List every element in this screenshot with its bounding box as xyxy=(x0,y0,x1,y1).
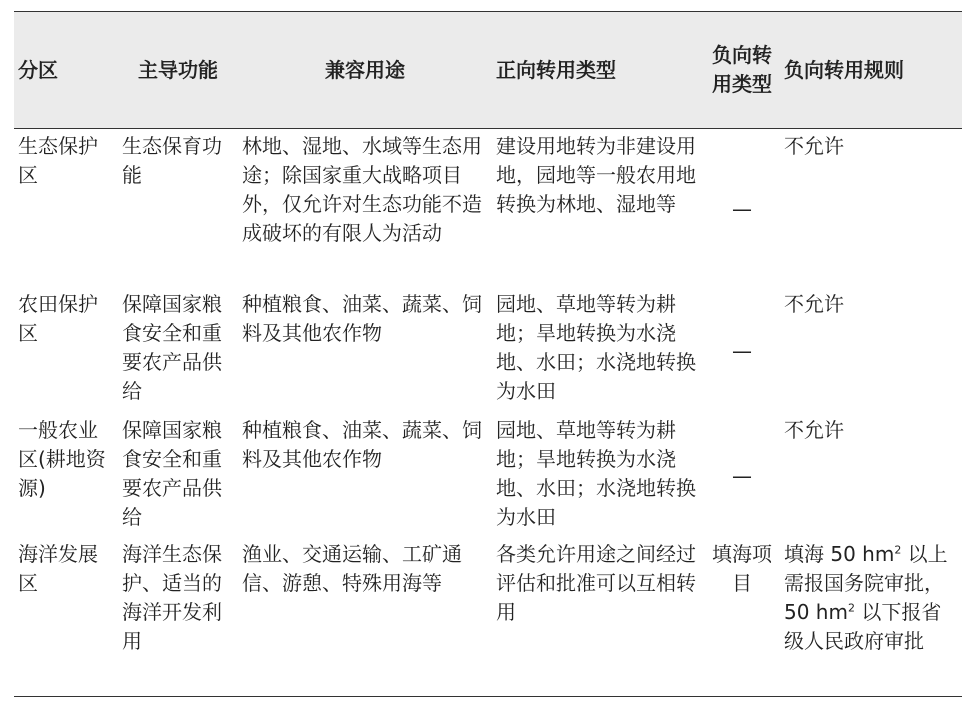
table-row xyxy=(14,287,962,413)
cell-zone: 海洋发展区 xyxy=(14,537,118,697)
cell-function: 生态保育功能 xyxy=(122,134,222,187)
header-compatible: 兼容用途 xyxy=(238,12,492,129)
cell-negative-rule xyxy=(780,537,962,697)
rule-superscript-1: 2 xyxy=(894,542,902,556)
table-row xyxy=(14,129,962,287)
land-use-zoning-table xyxy=(14,11,962,697)
cell-compatible: 种植粮食、油菜、蔬菜、饲料及其他农作物 xyxy=(242,417,482,471)
cell-positive: 建设用地转为非建设用地，园地等一般农用地转换为林地、湿地等 xyxy=(496,134,696,216)
table-row xyxy=(14,537,962,697)
rule-text-part1: 填海 50 hm xyxy=(784,541,895,566)
header-row xyxy=(14,12,962,129)
cell-compatible: 渔业、交通运输、工矿通信、游憩、特殊用海等 xyxy=(238,537,492,697)
cell-positive: 园地、草地等转为耕地；旱地转换为水浇地、水田；水浇地转换为水田 xyxy=(496,291,696,403)
header-negative-type: 负向转用类型 xyxy=(704,12,780,129)
header-zone: 分区 xyxy=(14,12,118,129)
header-function: 主导功能 xyxy=(118,12,238,129)
cell-compatible: 林地、湿地、水域等生态用途；除国家重大战略项目外，仅允许对生态功能不造成破坏的有限人为活动 xyxy=(242,134,482,245)
cell-zone: 生态保护区 xyxy=(18,134,98,187)
cell-negative-type: — xyxy=(732,338,752,363)
table-header xyxy=(14,12,962,129)
cell-positive: 各类允许用途之间经过评估和批准可以互相转用 xyxy=(492,537,704,697)
cell-negative-type: — xyxy=(732,196,752,221)
cell-zone: 农田保护区 xyxy=(18,291,98,345)
table-row xyxy=(14,413,962,537)
cell-negative-rule: 不允许 xyxy=(784,291,844,316)
cell-negative-rule: 不允许 xyxy=(784,417,844,442)
header-positive: 正向转用类型 xyxy=(492,12,704,129)
table-body xyxy=(14,129,962,697)
cell-function: 保障国家粮食安全和重要农产品供给 xyxy=(122,291,222,403)
cell-compatible: 种植粮食、油菜、蔬菜、饲料及其他农作物 xyxy=(242,291,482,345)
rule-text-part3: 以下报省级人民政府审批 xyxy=(784,599,942,653)
cell-zone: 一般农业区(耕地资源) xyxy=(18,417,106,500)
cell-negative-type: — xyxy=(732,463,752,488)
rule-superscript-2: 2 xyxy=(847,600,855,614)
cell-function: 保障国家粮食安全和重要农产品供给 xyxy=(122,417,222,529)
cell-negative-rule: 不允许 xyxy=(784,134,844,158)
rule-text-part2: 以上需报国务院审批，50 hm xyxy=(784,541,948,624)
header-negative-rule: 负向转用规则 xyxy=(780,12,962,129)
cell-positive: 园地、草地等转为耕地；旱地转换为水浇地、水田；水浇地转换为水田 xyxy=(496,417,696,529)
cell-negative-type: 填海项目 xyxy=(704,537,780,697)
cell-function: 海洋生态保护、适当的海洋开发利用 xyxy=(118,537,238,697)
